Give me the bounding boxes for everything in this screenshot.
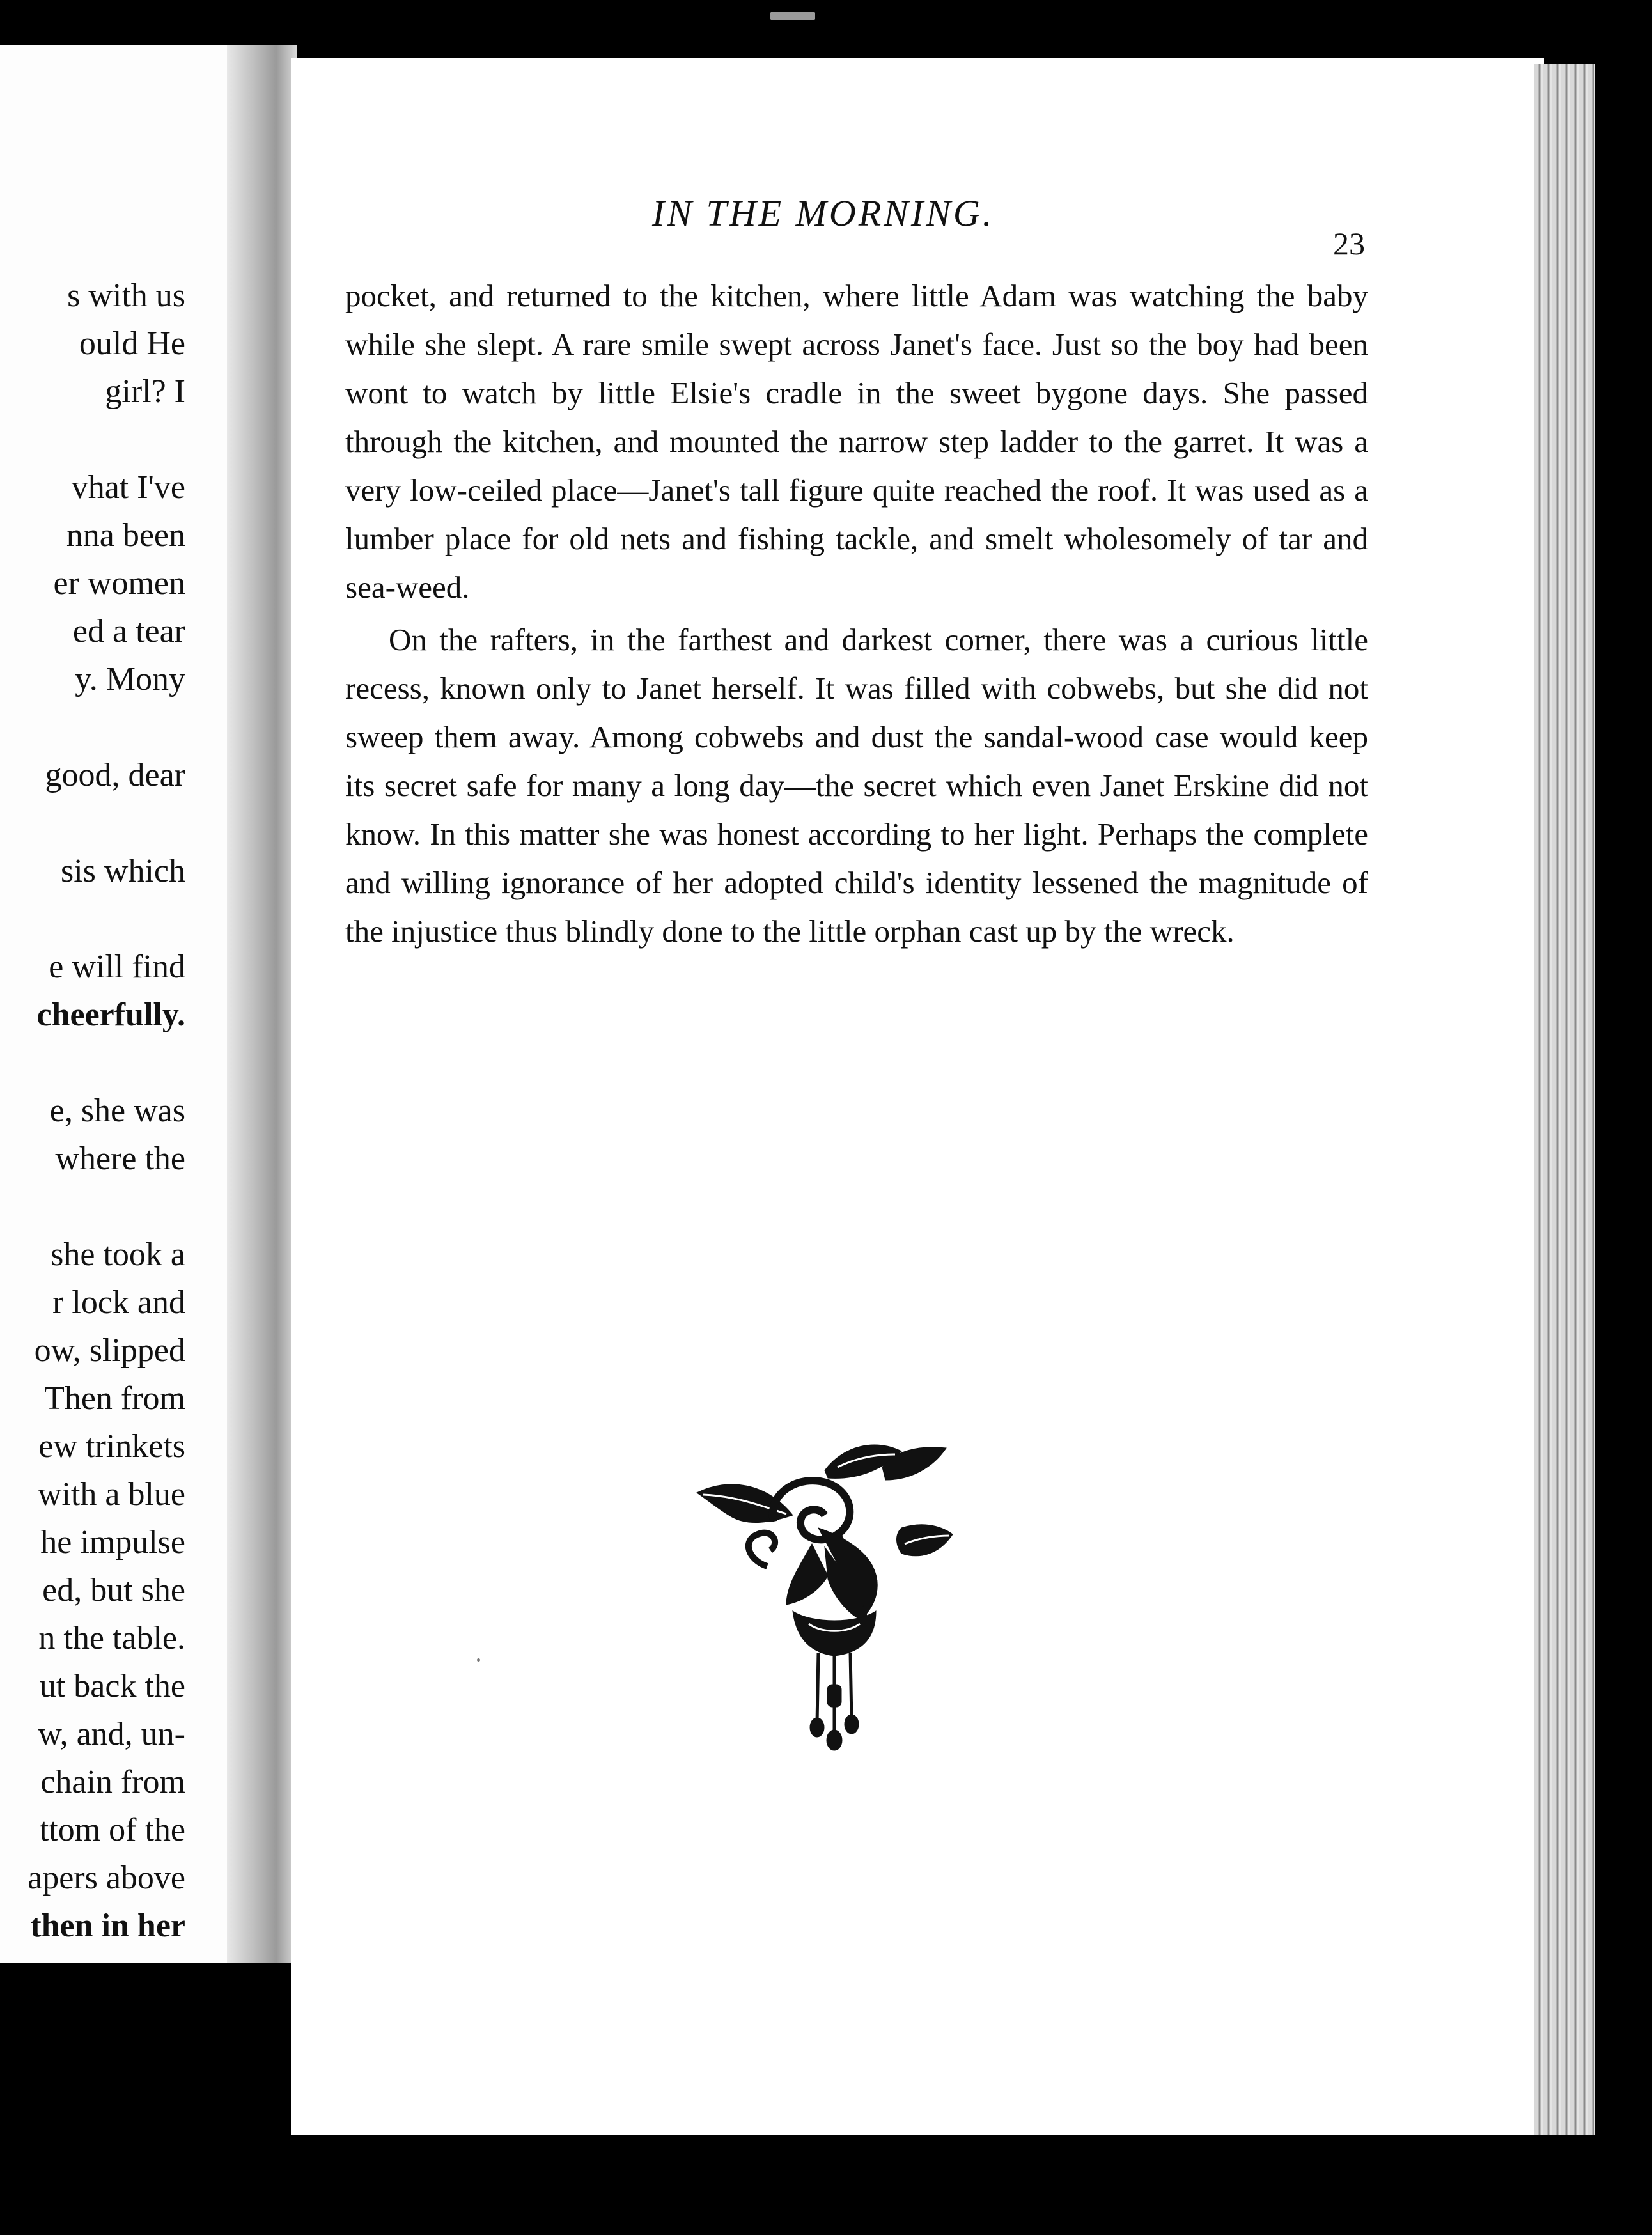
- paragraph: On the rafters, in the farthest and darkest corner, there was a curious little recess, known only to Janet herself. It was filled with cobwebs, but she did not sweep them away. Among cobwebs and dust the sandal-wood case would keep its secret safe for many a long day—the secret which even Janet Erskine did not know. In this matter she was honest according to her light. Perhaps the complete and willing ignorance of her adopted child's identity lessened the magnitude of the injustice thus blindly done to the little orphan cast up by the wreck.: [345, 622, 1368, 949]
- left-line: where the: [55, 1141, 185, 1177]
- left-line: sis which: [61, 853, 185, 889]
- left-line: ed a tear: [72, 613, 185, 650]
- left-line: girl? I: [105, 373, 185, 410]
- left-line: [27, 895, 185, 943]
- left-line: w, and, un-: [38, 1716, 185, 1752]
- left-line: e will find: [49, 949, 185, 985]
- left-line: with a blue: [37, 1476, 185, 1513]
- speck: [477, 1658, 480, 1662]
- page-number: 23: [1333, 226, 1365, 261]
- left-line: n the table.: [38, 1620, 185, 1656]
- left-line: vhat I've: [71, 469, 185, 506]
- left-line: y. Mony: [75, 661, 185, 697]
- left-line: good, dear: [45, 757, 185, 793]
- body-text: [345, 272, 1368, 956]
- left-line: he impulse: [40, 1524, 185, 1561]
- left-line: [27, 799, 185, 847]
- left-line: apers above: [27, 1860, 185, 1896]
- left-line: [27, 1183, 185, 1231]
- left-page: [0, 45, 237, 1963]
- left-line: Then from: [44, 1380, 185, 1417]
- fuchsia-flower-ornament-icon: [690, 1432, 959, 1752]
- left-line: nna been: [66, 517, 185, 554]
- left-line: r lock and: [52, 1284, 185, 1321]
- left-line: cheerfully.: [36, 997, 185, 1033]
- scan-mark: [770, 12, 815, 20]
- left-line: ut back the: [39, 1668, 185, 1704]
- left-line: er women: [53, 565, 185, 602]
- left-line: ed, but she: [42, 1572, 185, 1608]
- book-gutter: [227, 45, 297, 1963]
- left-line: ew trinkets: [38, 1428, 185, 1465]
- left-line: [27, 416, 185, 463]
- left-line: chain from: [40, 1764, 185, 1800]
- paragraph: pocket, and returned to the kitchen, where little Adam was watching the baby while she slept. A rare smile swept across Janet's face. Just so the boy had been wont to watch by little Elsie's cradle in the sweet bygone days. She passed through the kitchen, and mounted the narrow step ladder to the garret. It was a very low-ceiled place—Janet's tall figure quite reached the roof. It was used as a lumber place for old nets and fishing tackle, and smelt wholesomely of tar and sea-weed.: [345, 278, 1368, 605]
- left-line: s with us: [67, 277, 185, 314]
- left-line: e, she was: [49, 1093, 185, 1129]
- left-page-text: [27, 272, 185, 1950]
- running-head: IN THE MORNING.: [652, 192, 995, 234]
- left-line: ould He: [79, 325, 185, 362]
- left-line: [27, 703, 185, 751]
- left-line: ow, slipped: [34, 1332, 185, 1369]
- left-line: ttom of the: [39, 1812, 185, 1848]
- left-line: then in her: [30, 1908, 185, 1944]
- left-line: she took a: [51, 1236, 185, 1273]
- left-line: [27, 1039, 185, 1087]
- page-edges: [1534, 64, 1595, 2135]
